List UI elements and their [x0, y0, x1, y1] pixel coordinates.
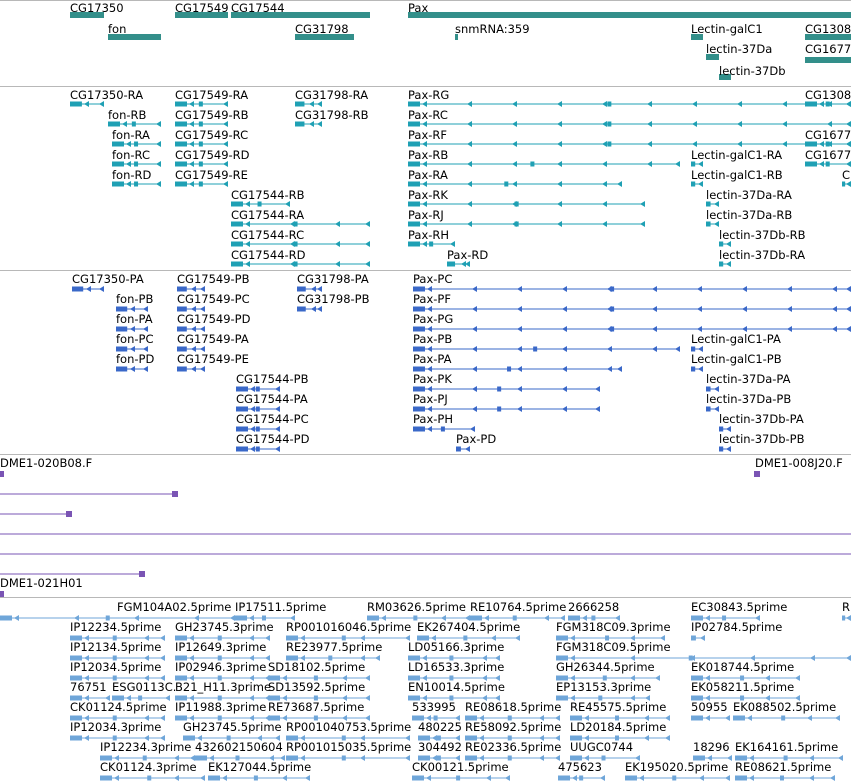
- feature-label[interactable]: Pax-RK: [408, 188, 448, 202]
- feature-glyph[interactable]: [208, 775, 310, 781]
- feature-label[interactable]: CG17544-RD: [231, 248, 306, 262]
- feature-label[interactable]: CG17549-RC: [175, 128, 249, 142]
- feature-label[interactable]: RE02336.5prime: [465, 740, 562, 754]
- feature-label[interactable]: CG17544-PB: [236, 372, 309, 386]
- feature-label[interactable]: LD20184.5prime: [570, 720, 667, 734]
- feature-label[interactable]: lectin-37Db-RB: [719, 228, 806, 242]
- feature-label[interactable]: RP001015035.5prime: [286, 740, 412, 754]
- feature-label[interactable]: IP12234.5prime: [70, 620, 162, 634]
- feature-label[interactable]: GH23745.3prime: [175, 620, 274, 634]
- feature-label[interactable]: lectin-37Db-RA: [719, 248, 806, 262]
- feature-label[interactable]: 432602150604: [195, 740, 283, 754]
- feature-glyph[interactable]: [0, 471, 4, 477]
- feature-label[interactable]: Pax-PG: [413, 312, 454, 326]
- feature-label[interactable]: CG1677: [805, 42, 851, 56]
- feature-label[interactable]: IP12234.3prime: [100, 740, 192, 754]
- feature-label[interactable]: CG1308: [805, 22, 851, 36]
- feature-glyph[interactable]: [691, 366, 703, 372]
- feature-label[interactable]: Pax-RC: [408, 108, 448, 122]
- feature-glyph[interactable]: [691, 635, 705, 641]
- feature-label[interactable]: CG31798: [295, 22, 349, 36]
- feature-label[interactable]: RE23977.5prime: [286, 640, 383, 654]
- feature-label[interactable]: FGM318C09.5prime: [556, 640, 671, 654]
- feature-label[interactable]: CG1308: [805, 88, 851, 102]
- feature-label[interactable]: Pax-PK: [413, 372, 452, 386]
- feature-glyph[interactable]: [72, 286, 104, 292]
- feature-label[interactable]: LD16533.3prime: [408, 660, 505, 674]
- feature-label[interactable]: fon-RC: [112, 148, 150, 162]
- feature-label[interactable]: lectin-37Db: [719, 64, 786, 78]
- feature-label[interactable]: 304492: [418, 740, 462, 754]
- feature-label[interactable]: CG17544-PC: [236, 412, 309, 426]
- feature-label[interactable]: RP001040753.5prime: [286, 720, 412, 734]
- feature-label[interactable]: CG17549-PC: [177, 292, 250, 306]
- feature-glyph[interactable]: [408, 12, 851, 18]
- feature-glyph[interactable]: [116, 366, 148, 372]
- feature-label[interactable]: EK127044.5prime: [208, 760, 312, 774]
- feature-label[interactable]: EK018744.5prime: [691, 660, 795, 674]
- feature-label[interactable]: EK058211.5prime: [691, 680, 795, 694]
- feature-label[interactable]: lectin-37Da-PB: [706, 392, 792, 406]
- feature-label[interactable]: EK195020.5prime: [625, 760, 729, 774]
- feature-label[interactable]: CG17549-PE: [177, 352, 249, 366]
- feature-label[interactable]: 18296: [693, 740, 730, 754]
- feature-glyph[interactable]: [177, 366, 205, 372]
- feature-label[interactable]: EK088502.5prime: [733, 700, 837, 714]
- feature-label[interactable]: C: [842, 168, 851, 182]
- feature-label[interactable]: 533995: [412, 700, 456, 714]
- feature-label[interactable]: fon-PA: [116, 312, 153, 326]
- feature-glyph[interactable]: [0, 511, 72, 517]
- feature-label[interactable]: fon-RA: [112, 128, 150, 142]
- feature-label[interactable]: CG17544: [231, 1, 285, 15]
- feature-label[interactable]: IP11988.3prime: [175, 700, 267, 714]
- feature-label[interactable]: FGM318C09.3prime: [556, 620, 671, 634]
- feature-label[interactable]: Pax-PJ: [413, 392, 448, 406]
- feature-label[interactable]: EK267404.5prime: [417, 620, 521, 634]
- feature-label[interactable]: lectin-37Da-PA: [706, 372, 791, 386]
- feature-label[interactable]: 50955: [691, 700, 728, 714]
- feature-label[interactable]: UUGC0744: [570, 740, 634, 754]
- feature-glyph[interactable]: [408, 141, 851, 147]
- feature-label[interactable]: IP12034.3prime: [70, 720, 162, 734]
- feature-glyph[interactable]: [413, 286, 851, 292]
- feature-label[interactable]: Pax-PF: [413, 292, 451, 306]
- feature-label[interactable]: CK01124.3prime: [100, 760, 197, 774]
- feature-label[interactable]: DME1-020B08.F: [0, 456, 93, 470]
- feature-label[interactable]: B21_H11.3prime: [175, 680, 272, 694]
- feature-label[interactable]: lectin-37Da-RB: [706, 208, 793, 222]
- feature-label[interactable]: CG31798-PB: [297, 292, 370, 306]
- feature-label[interactable]: DME1-021H01: [0, 576, 83, 590]
- feature-label[interactable]: EN10014.5prime: [408, 680, 505, 694]
- feature-label[interactable]: CG17350-RA: [70, 88, 144, 102]
- feature-label[interactable]: CG31798-RB: [295, 108, 369, 122]
- feature-glyph[interactable]: [691, 715, 730, 721]
- feature-label[interactable]: EP13153.3prime: [556, 680, 652, 694]
- feature-label[interactable]: Pax: [408, 1, 429, 15]
- feature-label[interactable]: FGM104A02.5prime: [117, 600, 232, 614]
- feature-glyph[interactable]: [706, 406, 719, 412]
- feature-glyph[interactable]: [408, 161, 680, 167]
- feature-label[interactable]: RE58092.5prime: [465, 720, 562, 734]
- feature-label[interactable]: CG17549-RE: [175, 168, 248, 182]
- feature-glyph[interactable]: [733, 715, 840, 721]
- feature-glyph[interactable]: [408, 121, 851, 127]
- feature-label[interactable]: DME1-008J20.F: [755, 456, 843, 470]
- feature-label[interactable]: CG17549-PD: [177, 312, 251, 326]
- feature-label[interactable]: IP12649.3prime: [175, 640, 267, 654]
- feature-label[interactable]: ESG0113C.: [112, 680, 177, 694]
- feature-label[interactable]: RE08618.5prime: [465, 700, 562, 714]
- feature-label[interactable]: CG17549-PB: [177, 272, 250, 286]
- feature-label[interactable]: Lectin-galC1: [691, 22, 763, 36]
- feature-glyph[interactable]: [558, 775, 605, 781]
- feature-glyph[interactable]: [754, 471, 760, 477]
- feature-label[interactable]: SD18102.5prime: [268, 660, 366, 674]
- feature-glyph[interactable]: [805, 57, 851, 63]
- feature-glyph[interactable]: [413, 326, 851, 332]
- feature-label[interactable]: CG1677: [805, 148, 851, 162]
- feature-label[interactable]: Pax-RF: [408, 128, 448, 142]
- feature-label[interactable]: IP12034.5prime: [70, 660, 162, 674]
- feature-label[interactable]: RE45575.5prime: [570, 700, 667, 714]
- feature-label[interactable]: RE10764.5prime: [470, 600, 567, 614]
- feature-label[interactable]: Pax-RB: [408, 148, 449, 162]
- feature-label[interactable]: fon-PB: [116, 292, 154, 306]
- feature-glyph[interactable]: [735, 775, 835, 781]
- feature-label[interactable]: fon-RD: [112, 168, 152, 182]
- feature-label[interactable]: lectin-37Db-PB: [719, 432, 805, 446]
- feature-label[interactable]: fon-RB: [108, 108, 147, 122]
- feature-label[interactable]: IP12134.5prime: [70, 640, 162, 654]
- feature-label[interactable]: CG17544-PA: [236, 392, 308, 406]
- feature-label[interactable]: snmRNA:359: [455, 22, 530, 36]
- feature-label[interactable]: fon: [108, 22, 127, 36]
- feature-label[interactable]: Pax-PD: [456, 432, 497, 446]
- feature-label[interactable]: CG17549-RB: [175, 108, 249, 122]
- feature-label[interactable]: RE08621.5prime: [735, 760, 832, 774]
- feature-label[interactable]: lectin-37Da-RA: [706, 188, 792, 202]
- feature-label[interactable]: Lectin-galC1-RB: [691, 168, 783, 182]
- feature-label[interactable]: CG17544-RC: [231, 228, 305, 242]
- feature-label[interactable]: RE73687.5prime: [268, 700, 365, 714]
- feature-label[interactable]: lectin-37Da: [706, 42, 773, 56]
- feature-label[interactable]: RP001016046.5prime: [286, 620, 412, 634]
- feature-label[interactable]: 76751: [70, 680, 107, 694]
- feature-label[interactable]: Pax-PA: [413, 352, 452, 366]
- feature-label[interactable]: Lectin-galC1-PB: [691, 352, 782, 366]
- feature-label[interactable]: Lectin-galC1-PA: [691, 332, 781, 346]
- feature-label[interactable]: SD13592.5prime: [268, 680, 366, 694]
- feature-label[interactable]: Pax-RH: [408, 228, 450, 242]
- feature-label[interactable]: 480225: [418, 720, 462, 734]
- feature-glyph[interactable]: [413, 346, 680, 352]
- feature-label[interactable]: CG17350-PA: [72, 272, 144, 286]
- feature-label[interactable]: CG31798-RA: [295, 88, 369, 102]
- feature-glyph[interactable]: [625, 775, 730, 781]
- feature-label[interactable]: CG17549: [175, 1, 229, 15]
- feature-label[interactable]: 475623: [558, 760, 602, 774]
- feature-glyph[interactable]: [842, 615, 851, 621]
- feature-label[interactable]: IP17511.5prime: [235, 600, 327, 614]
- feature-label[interactable]: CG17544-RB: [231, 188, 305, 202]
- feature-label[interactable]: IP02946.3prime: [175, 660, 267, 674]
- feature-label[interactable]: RM03626.5prime: [367, 600, 466, 614]
- feature-label[interactable]: CK01124.5prime: [70, 700, 167, 714]
- feature-label[interactable]: Lectin-galC1-RA: [691, 148, 783, 162]
- feature-label[interactable]: lectin-37Db-PA: [719, 412, 804, 426]
- feature-label[interactable]: Pax-RD: [447, 248, 489, 262]
- feature-label[interactable]: EK164161.5prime: [735, 740, 839, 754]
- feature-label[interactable]: R: [842, 600, 850, 614]
- feature-glyph[interactable]: [413, 306, 851, 312]
- feature-label[interactable]: CG17549-RA: [175, 88, 249, 102]
- feature-label[interactable]: CG1677: [805, 128, 851, 142]
- feature-label[interactable]: 2666258: [568, 600, 620, 614]
- feature-label[interactable]: CG17544-PD: [236, 432, 310, 446]
- feature-glyph[interactable]: [412, 775, 510, 781]
- feature-label[interactable]: LD05166.3prime: [408, 640, 505, 654]
- feature-label[interactable]: CG17350: [70, 1, 124, 15]
- feature-label[interactable]: CG17544-RA: [231, 208, 305, 222]
- feature-label[interactable]: fon-PD: [116, 352, 155, 366]
- feature-label[interactable]: Pax-RJ: [408, 208, 444, 222]
- feature-label[interactable]: Pax-RA: [408, 168, 448, 182]
- feature-label[interactable]: Pax-RG: [408, 88, 450, 102]
- feature-label[interactable]: Pax-PB: [413, 332, 453, 346]
- feature-glyph[interactable]: [456, 446, 470, 452]
- feature-glyph[interactable]: [408, 101, 851, 107]
- feature-label[interactable]: CK00121.5prime: [412, 760, 509, 774]
- feature-glyph[interactable]: [0, 591, 4, 597]
- feature-label[interactable]: CG31798-PA: [297, 272, 369, 286]
- feature-glyph[interactable]: [0, 491, 178, 497]
- feature-glyph[interactable]: [100, 775, 205, 781]
- feature-label[interactable]: fon-PC: [116, 332, 154, 346]
- feature-label[interactable]: GH23745.5prime: [183, 720, 282, 734]
- feature-glyph[interactable]: [297, 306, 322, 312]
- feature-label[interactable]: EC30843.5prime: [691, 600, 788, 614]
- feature-label[interactable]: Pax-PC: [413, 272, 453, 286]
- feature-glyph[interactable]: [236, 446, 280, 452]
- feature-label[interactable]: Pax-PH: [413, 412, 454, 426]
- feature-label[interactable]: CG17549-PA: [177, 332, 249, 346]
- feature-label[interactable]: IP02784.5prime: [691, 620, 783, 634]
- feature-glyph[interactable]: [719, 446, 731, 452]
- feature-label[interactable]: GH26344.5prime: [556, 660, 655, 674]
- feature-label[interactable]: CG17549-RD: [175, 148, 250, 162]
